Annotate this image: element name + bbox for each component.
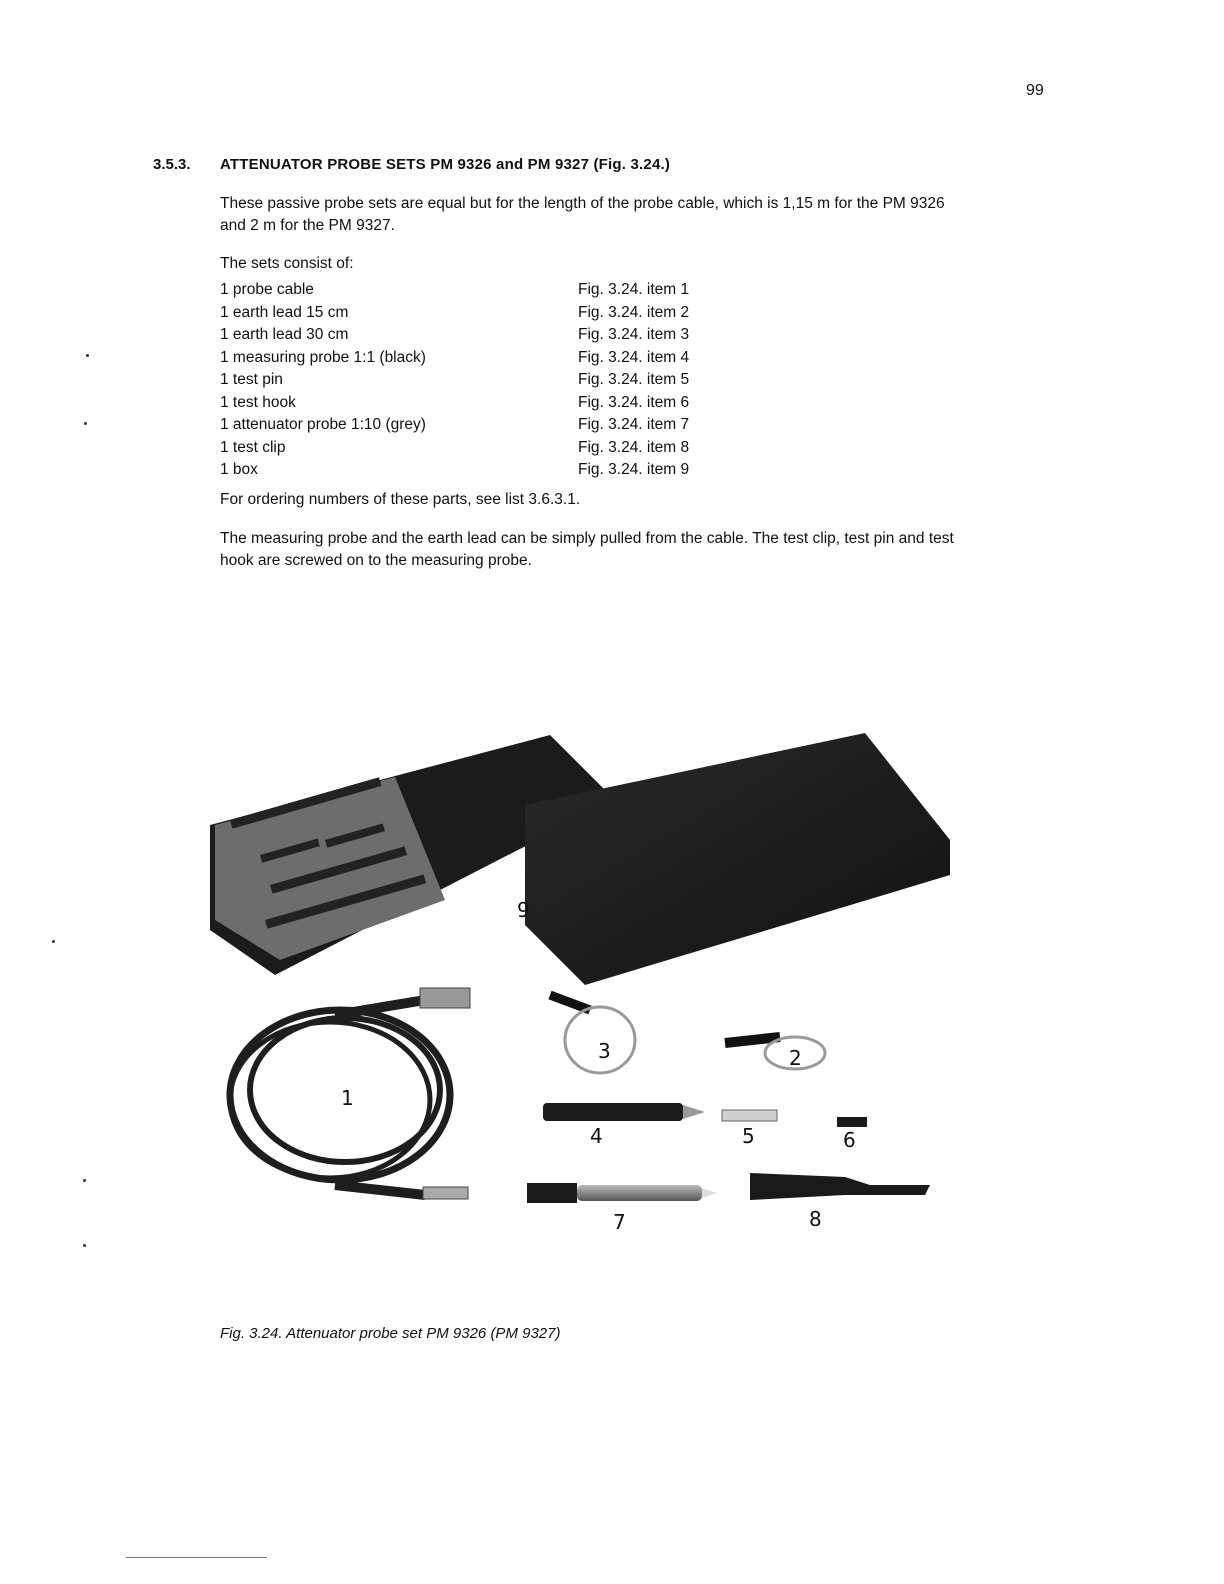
consist-heading: The sets consist of: (220, 255, 354, 272)
part-figure-ref: Fig. 3.24. item 4 (578, 348, 690, 366)
intro-line-1: These passive probe sets are equal but for the length of the probe cable, which is 1,15 m for the PM 9326 (220, 195, 945, 212)
list-item (220, 371, 740, 394)
list-item (220, 416, 740, 439)
part-name: 1 attenuator probe 1:10 (grey) (220, 416, 426, 433)
pull-line-2: hook are screwed on to the measuring probe. (220, 552, 532, 569)
probe-set-illustration (205, 725, 955, 1250)
figure-caption: Fig. 3.24. Attenuator probe set PM 9326 (PM 9327) (220, 1325, 561, 1342)
scan-speck (86, 354, 89, 357)
part-figure-ref: Fig. 3.24. item 7 (578, 416, 690, 433)
measuring-probe-black (543, 1103, 705, 1121)
box-lid (525, 733, 950, 985)
part-name: 1 earth lead 15 cm (220, 303, 349, 321)
item-label-5: 5 (742, 1124, 755, 1148)
intro-line-2: and 2 m for the PM 9327. (220, 217, 395, 234)
part-figure-ref: Fig. 3.24. item 1 (578, 281, 690, 298)
section-number: 3.5.3. (153, 156, 191, 173)
test-clip (750, 1173, 930, 1200)
bottom-rule (126, 1557, 267, 1558)
part-figure-ref: Fig. 3.24. item 6 (578, 393, 690, 411)
part-figure-ref: Fig. 3.24. item 9 (578, 461, 690, 478)
scan-speck (83, 1244, 86, 1247)
part-name: 1 box (220, 461, 258, 478)
item-label-4: 4 (590, 1124, 603, 1148)
probe-cable (230, 1000, 450, 1195)
parts-list (220, 281, 740, 484)
list-item (220, 326, 740, 349)
item-label-7: 7 (613, 1210, 626, 1234)
pull-paragraph (220, 528, 1040, 572)
list-item (220, 439, 740, 462)
part-name: 1 test pin (220, 371, 283, 388)
list-item (220, 349, 740, 372)
item-label-2: 2 (789, 1046, 802, 1070)
part-figure-ref: Fig. 3.24. item 2 (578, 303, 690, 321)
part-name: 1 probe cable (220, 281, 314, 298)
bnc-connector (420, 988, 470, 1008)
list-item (220, 304, 740, 327)
part-figure-ref: Fig. 3.24. item 8 (578, 438, 690, 456)
list-item (220, 394, 740, 417)
part-name: 1 test hook (220, 393, 296, 411)
part-name: 1 earth lead 30 cm (220, 326, 349, 343)
earth-lead-15cm (725, 1037, 825, 1069)
section-title: ATTENUATOR PROBE SETS PM 9326 and PM 9327 (Fig. 3.24.) (220, 156, 671, 173)
scan-speck (52, 940, 55, 943)
part-figure-ref: Fig. 3.24. item 5 (578, 371, 690, 388)
probe-set-photo (205, 725, 955, 1250)
scan-speck (83, 1179, 86, 1182)
list-item (220, 281, 740, 304)
pull-line-1: The measuring probe and the earth lead can be simply pulled from the cable. The test clip, test pin and test (220, 530, 954, 547)
ordering-note: For ordering numbers of these parts, see list 3.6.3.1. (220, 491, 581, 508)
part-figure-ref: Fig. 3.24. item 3 (578, 326, 690, 343)
page-number: 99 (1026, 82, 1044, 99)
item-label-9: 9 (517, 898, 530, 922)
list-item (220, 461, 740, 484)
earth-lead-30cm (550, 995, 635, 1073)
item-label-6: 6 (843, 1128, 856, 1152)
item-label-1: 1 (341, 1086, 354, 1110)
scan-speck (84, 422, 87, 425)
probe-tip-connector (423, 1187, 468, 1199)
test-hook (837, 1117, 867, 1127)
part-name: 1 test clip (220, 438, 286, 456)
intro-paragraph (220, 193, 1040, 237)
part-name: 1 measuring probe 1:1 (black) (220, 348, 426, 366)
test-pin (722, 1110, 777, 1121)
attenuator-probe-grey (527, 1183, 717, 1203)
item-label-8: 8 (809, 1207, 822, 1231)
item-label-3: 3 (598, 1039, 611, 1063)
